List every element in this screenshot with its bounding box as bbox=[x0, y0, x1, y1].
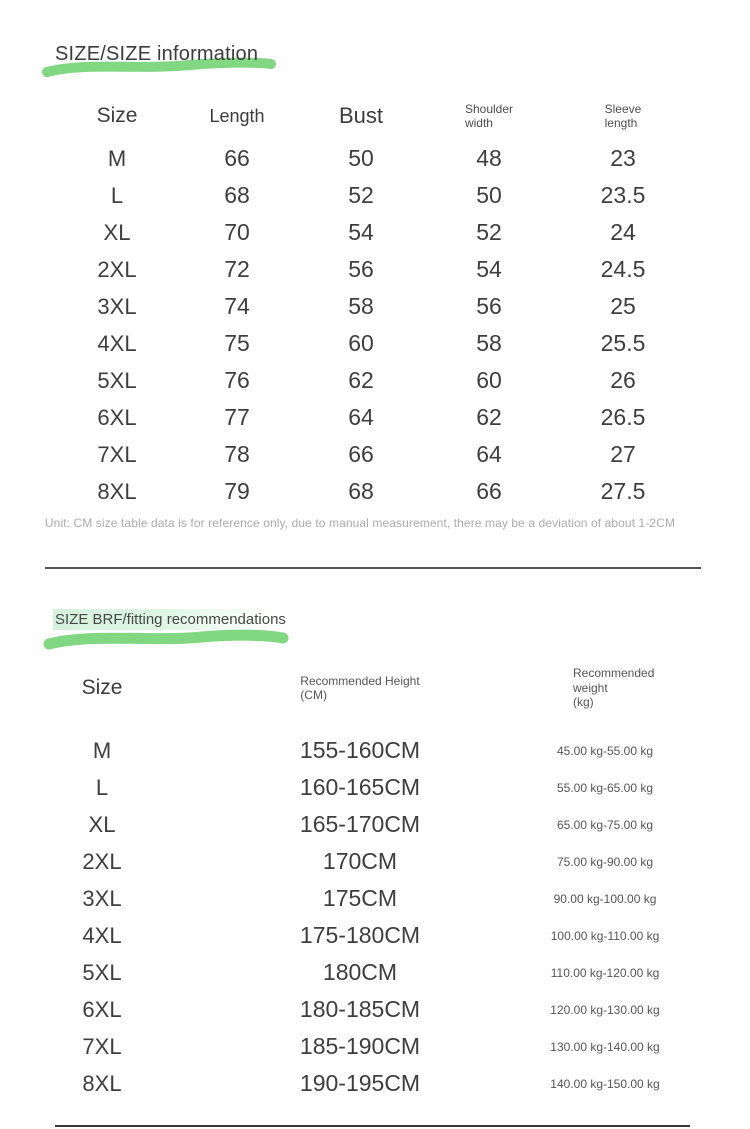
cell-recommended-weight: 140.00 kg-150.00 kg bbox=[550, 1076, 660, 1091]
header-line: length bbox=[604, 116, 638, 130]
cell-bust: 68 bbox=[348, 478, 374, 504]
cell-size: 8XL bbox=[97, 478, 137, 504]
table-row bbox=[60, 473, 690, 510]
cell-recommended-weight: 55.00 kg-65.00 kg bbox=[556, 780, 654, 795]
column-header-recommended-height bbox=[147, 674, 573, 703]
cell-bust: 60 bbox=[348, 330, 374, 356]
column-header-bust: Bust bbox=[338, 103, 384, 128]
cell-length: 74 bbox=[224, 293, 250, 319]
cell-size: M bbox=[92, 737, 112, 763]
table-row bbox=[60, 214, 690, 251]
cell-bust: 64 bbox=[348, 404, 374, 430]
cell-size: 8XL bbox=[82, 1070, 122, 1096]
cell-recommended-height: 180CM bbox=[322, 959, 398, 985]
cell-shoulder-width: 58 bbox=[476, 330, 502, 356]
cell-size: L bbox=[95, 774, 109, 800]
bottom-divider bbox=[55, 1125, 690, 1127]
cell-shoulder-width: 60 bbox=[476, 367, 502, 393]
cell-length: 68 bbox=[224, 182, 250, 208]
size-info-title: SIZE/SIZE information bbox=[55, 43, 259, 65]
table-row bbox=[57, 732, 717, 769]
table-row bbox=[57, 917, 717, 954]
cell-shoulder-width: 50 bbox=[476, 182, 502, 208]
cell-bust: 52 bbox=[348, 182, 374, 208]
cell-length: 78 bbox=[224, 441, 250, 467]
cell-shoulder-width: 48 bbox=[476, 145, 502, 171]
cell-bust: 66 bbox=[348, 441, 374, 467]
cell-sleeve-length: 25 bbox=[610, 293, 636, 319]
cell-size: 3XL bbox=[97, 293, 137, 319]
fitting-table-body bbox=[57, 732, 717, 1102]
cell-size: 4XL bbox=[97, 330, 137, 356]
cell-length: 66 bbox=[224, 145, 250, 171]
table-row bbox=[57, 991, 717, 1028]
column-header-recommended-weight bbox=[573, 666, 655, 710]
header-line: Sleeve bbox=[604, 101, 642, 116]
cell-sleeve-length: 26.5 bbox=[600, 404, 646, 430]
cell-size: 3XL bbox=[82, 885, 122, 911]
cell-recommended-height: 180-185CM bbox=[299, 996, 421, 1022]
cell-size: 5XL bbox=[97, 367, 137, 393]
cell-recommended-weight: 65.00 kg-75.00 kg bbox=[556, 817, 654, 832]
cell-recommended-height: 160-165CM bbox=[299, 774, 421, 800]
cell-size: 2XL bbox=[82, 848, 122, 874]
cell-length: 75 bbox=[224, 330, 250, 356]
table-row bbox=[57, 1028, 717, 1065]
cell-size: 7XL bbox=[82, 1033, 122, 1059]
table-row bbox=[57, 843, 717, 880]
size-table bbox=[60, 92, 690, 510]
cell-size: L bbox=[110, 182, 124, 208]
table-row bbox=[57, 880, 717, 917]
cell-sleeve-length: 23 bbox=[610, 145, 636, 171]
cell-size: 4XL bbox=[82, 922, 122, 948]
table-row bbox=[60, 251, 690, 288]
cell-size: 7XL bbox=[97, 441, 137, 467]
table-row bbox=[57, 954, 717, 991]
cell-shoulder-width: 62 bbox=[476, 404, 502, 430]
cell-recommended-weight: 90.00 kg-100.00 kg bbox=[553, 891, 657, 906]
cell-size: XL bbox=[88, 811, 116, 837]
cell-length: 70 bbox=[224, 219, 250, 245]
table-row bbox=[60, 325, 690, 362]
cell-sleeve-length: 27.5 bbox=[600, 478, 646, 504]
table-row bbox=[60, 362, 690, 399]
cell-sleeve-length: 23.5 bbox=[600, 182, 646, 208]
cell-sleeve-length: 24.5 bbox=[600, 256, 646, 282]
section-divider bbox=[45, 567, 701, 569]
cell-recommended-height: 175-180CM bbox=[299, 922, 421, 948]
cell-size: 2XL bbox=[97, 256, 137, 282]
cell-bust: 54 bbox=[348, 219, 374, 245]
cell-size: M bbox=[107, 145, 127, 171]
cell-shoulder-width: 56 bbox=[476, 293, 502, 319]
table-row bbox=[60, 177, 690, 214]
cell-size: XL bbox=[103, 219, 131, 245]
table-row bbox=[57, 1065, 717, 1102]
cell-recommended-height: 185-190CM bbox=[299, 1033, 421, 1059]
cell-sleeve-length: 26 bbox=[610, 367, 636, 393]
cell-recommended-weight: 45.00 kg-55.00 kg bbox=[556, 743, 654, 758]
table-row bbox=[60, 140, 690, 177]
header-line: width bbox=[464, 116, 493, 130]
cell-sleeve-length: 25.5 bbox=[600, 330, 646, 356]
cell-recommended-weight: 130.00 kg-140.00 kg bbox=[550, 1039, 660, 1054]
header-line: Recommended weight bbox=[573, 666, 655, 695]
cell-bust: 50 bbox=[348, 145, 374, 171]
size-table-header bbox=[60, 92, 690, 140]
cell-length: 79 bbox=[224, 478, 250, 504]
column-header-size: Size bbox=[81, 676, 123, 699]
cell-length: 76 bbox=[224, 367, 250, 393]
cell-length: 77 bbox=[224, 404, 250, 430]
cell-bust: 62 bbox=[348, 367, 374, 393]
table-row bbox=[60, 288, 690, 325]
column-header-size: Size bbox=[96, 104, 138, 127]
cell-bust: 58 bbox=[348, 293, 374, 319]
cell-recommended-height: 155-160CM bbox=[299, 737, 421, 763]
column-header-shoulder-width bbox=[422, 102, 556, 130]
cell-shoulder-width: 52 bbox=[476, 219, 502, 245]
header-line: Shoulder bbox=[464, 101, 514, 116]
table-row bbox=[60, 436, 690, 473]
cell-shoulder-width: 54 bbox=[476, 256, 502, 282]
cell-size: 5XL bbox=[82, 959, 122, 985]
cell-size: 6XL bbox=[82, 996, 122, 1022]
cell-recommended-height: 190-195CM bbox=[299, 1070, 421, 1096]
header-line: Recommended Height bbox=[300, 673, 420, 688]
cell-sleeve-length: 27 bbox=[610, 441, 636, 467]
cell-recommended-height: 175CM bbox=[322, 885, 398, 911]
fitting-title: SIZE BRF/fitting recommendations bbox=[53, 609, 294, 630]
cell-recommended-weight: 110.00 kg-120.00 kg bbox=[550, 965, 660, 980]
size-table-body bbox=[60, 140, 690, 510]
cell-size: 6XL bbox=[97, 404, 137, 430]
column-header-sleeve-length bbox=[556, 102, 690, 130]
measurement-note: Unit: CM size table data is for reference only, due to manual measurement, there may be a deviation of about 1-2CM bbox=[44, 516, 676, 530]
column-header-length: Length bbox=[209, 105, 265, 126]
cell-shoulder-width: 64 bbox=[476, 441, 502, 467]
cell-recommended-weight: 100.00 kg-110.00 kg bbox=[550, 928, 660, 943]
cell-bust: 56 bbox=[348, 256, 374, 282]
cell-length: 72 bbox=[224, 256, 250, 282]
fitting-table bbox=[57, 664, 717, 1102]
fitting-table-header bbox=[57, 664, 717, 712]
cell-sleeve-length: 24 bbox=[610, 219, 636, 245]
cell-recommended-weight: 75.00 kg-90.00 kg bbox=[556, 854, 654, 869]
table-row bbox=[60, 399, 690, 436]
header-line: (CM) bbox=[300, 688, 327, 702]
cell-recommended-height: 170CM bbox=[322, 848, 398, 874]
table-row bbox=[57, 806, 717, 843]
cell-recommended-height: 165-170CM bbox=[299, 811, 421, 837]
header-line: (kg) bbox=[573, 695, 594, 710]
cell-shoulder-width: 66 bbox=[476, 478, 502, 504]
cell-recommended-weight: 120.00 kg-130.00 kg bbox=[550, 1002, 660, 1017]
table-row bbox=[57, 769, 717, 806]
